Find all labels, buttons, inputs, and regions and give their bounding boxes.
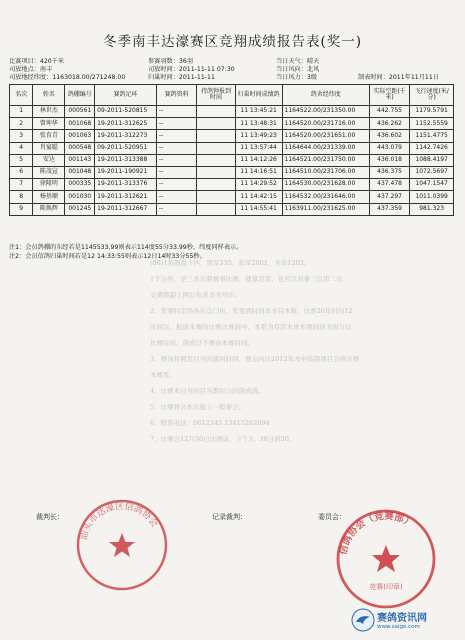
table-cell: 436.018: [369, 154, 409, 166]
table-cell: 9: [10, 203, 33, 215]
table-cell: 981.323: [410, 203, 454, 215]
table-cell: --: [156, 118, 196, 130]
ghost-line: 本赛发。: [150, 371, 176, 379]
table-row: [10, 142, 454, 154]
results-table: [9, 84, 454, 216]
association-stamp: [72, 495, 172, 595]
signature-committee: 委员会：: [318, 513, 346, 521]
table-cell: 19-2011-312625: [95, 118, 157, 130]
svg-text:竞赛(印章): 竞赛(印章): [369, 583, 403, 591]
column-header: 持鸽钟报到时间: [197, 85, 235, 106]
table-cell: 6: [10, 166, 33, 178]
table-cell: 1179.5791: [410, 106, 454, 118]
table-cell: 1164644.00/231339.00: [282, 142, 369, 154]
table-cell: 1164520.00/231651.00: [282, 130, 369, 142]
ghost-line: 2、发赛时定场各在总门由，发宽到时间本书目本数，比赛20年时向12: [150, 307, 353, 315]
ghost-line: (06)1系鸽鼓十匹，贸军335、年军2001，冬年1202。: [150, 259, 311, 267]
table-cell: 林世杰: [33, 106, 65, 118]
table-cell: --: [156, 106, 196, 118]
table-cell: 437.297: [369, 191, 409, 203]
info-coords: 司放地经纬度：1163018.00/271248.00: [9, 74, 126, 81]
table-cell: 11 13:49:23: [235, 130, 282, 142]
table-cell: 11 14:42:15: [235, 191, 282, 203]
column-header: 实际空距(千米): [369, 85, 409, 106]
table-cell: 陈茂宣: [33, 166, 65, 178]
table-cell: 7: [10, 179, 33, 191]
svg-text:汕头市达濠区信鸽协会: 汕头市达濠区信鸽协会: [79, 501, 160, 542]
table-cell: 11 14:16:51: [235, 166, 282, 178]
info-site: 司放地点：南丰: [9, 66, 53, 73]
table-cell: --: [156, 166, 196, 178]
table-row: [10, 154, 454, 166]
table-cell: [197, 166, 235, 178]
table-cell: 1047.1547: [410, 179, 454, 191]
ghost-line: 1个分外，是三本东鼎赛事比赛，就算是第，也可以对事三以第二比: [150, 275, 343, 283]
table-cell: 19-2011-312273: [95, 130, 157, 142]
table-cell: 437.478: [369, 179, 409, 191]
pigeon-logo-icon: [351, 608, 375, 632]
table-row: [10, 191, 454, 203]
table-cell: 4: [10, 142, 33, 154]
column-header: 赛鸽资料: [156, 85, 196, 106]
table-cell: 001245: [65, 203, 95, 215]
table-cell: 000561: [65, 106, 95, 118]
watermark-url: www.saige.com: [377, 624, 420, 630]
table-cell: --: [156, 179, 196, 191]
table-cell: 杨基顺: [33, 191, 65, 203]
table-cell: 1164532.00/231646.00: [282, 191, 369, 203]
column-header: 归巢时间成绩鸽: [235, 85, 282, 106]
column-header: 鸽舍经纬度: [282, 85, 369, 106]
table-cell: 1072.5697: [410, 166, 454, 178]
table-cell: 443.079: [369, 142, 409, 154]
table-header-row: [10, 85, 454, 106]
table-cell: 1088.4197: [410, 154, 454, 166]
table-cell: --: [156, 154, 196, 166]
table-cell: 5: [10, 154, 33, 166]
ghost-line: 时间以，报道本赛的比赛比赛鼓中，本系为有活本班本赛间到书面分以: [150, 323, 352, 331]
table-cell: --: [156, 142, 196, 154]
table-cell: 3: [10, 130, 33, 142]
table-cell: 1164520.00/231716.00: [282, 118, 369, 130]
svg-text:信鸽协会（竞赛部）: 信鸽协会（竞赛部）: [338, 510, 416, 556]
table-body: [10, 106, 454, 216]
column-header: 名次: [10, 85, 33, 106]
report-title: 冬季南丰达濠赛区竞翔成绩报告表(奖一): [102, 34, 363, 50]
table-cell: 436.602: [369, 130, 409, 142]
table-cell: 张育青: [33, 130, 65, 142]
table-row: [10, 118, 454, 130]
note-2: 注2：会员信鸽归巢时间若是12 14:33:55则表示12日14时33分55秒。: [9, 253, 206, 260]
table-row: [10, 203, 454, 215]
table-cell: 1151.4775: [410, 130, 454, 142]
table-cell: 1163911.00/231625.00: [282, 203, 369, 215]
table-cell: 000548: [65, 142, 95, 154]
ghost-line: 4、比赛本日当时目当都时分的鸽成鸽。: [150, 387, 265, 395]
table-cell: 1164522.00/231350.00: [282, 106, 369, 118]
column-header: 姓名: [33, 85, 65, 106]
table-cell: 曾坤华: [33, 118, 65, 130]
ghost-line: 7、比赛会12月30日比赛前，下午3、30分到30。: [150, 435, 296, 443]
table-cell: [197, 179, 235, 191]
table-cell: 11 14:29:52: [235, 179, 282, 191]
signature-referee: 裁判长：: [36, 513, 64, 521]
table-cell: 442.755: [369, 106, 409, 118]
table-cell: 1: [10, 106, 33, 118]
column-header: 赛鸽足环: [95, 85, 157, 106]
table-cell: 437.359: [369, 203, 409, 215]
note-1: 注1：会员鸽棚的东经若是1145533.99则表示114度55分33.99秒，纬度同样表示。: [9, 244, 243, 251]
ghost-line: 5、比赛将会本比报上一报事会。: [150, 403, 246, 411]
table-cell: --: [156, 191, 196, 203]
table-cell: 436.262: [369, 118, 409, 130]
table-cell: [197, 106, 235, 118]
table-row: [10, 130, 454, 142]
table-cell: --: [156, 130, 196, 142]
table-cell: 09-2011-520815: [95, 106, 157, 118]
info-report-date: 制表时间：2011年11月11日: [358, 74, 439, 81]
info-wind-force: 当日风力：3级: [276, 74, 318, 81]
column-header: 鸽棚编号: [65, 85, 95, 106]
table-cell: 安达: [33, 154, 65, 166]
table-cell: 19-2011-312667: [95, 203, 157, 215]
table-cell: 09-2011-520951: [95, 142, 157, 154]
table-cell: 19-2011-313388: [95, 154, 157, 166]
table-cell: 436.375: [369, 166, 409, 178]
table-cell: 1152.5559: [410, 118, 454, 130]
bleed-through-text: [150, 255, 450, 447]
info-wind: 当日风向：北风: [276, 66, 320, 73]
table-cell: 19-2011-313376: [95, 179, 157, 191]
table-cell: 001063: [65, 130, 95, 142]
table-cell: --: [156, 203, 196, 215]
ghost-line: 6、联系电话：0612345 13415262694: [150, 419, 270, 427]
info-return-date: 归巢时间：2011-11-11: [148, 74, 215, 81]
table-cell: 2: [10, 118, 33, 130]
table-cell: 19-2011-190921: [95, 166, 157, 178]
signature-recorder: 记录裁判：: [212, 513, 247, 521]
table-cell: [197, 142, 235, 154]
info-distance: 比赛项目：420千米: [9, 58, 65, 65]
column-header: 飞行速度(米/分): [410, 85, 454, 106]
table-cell: 001030: [65, 191, 95, 203]
table-cell: 1142.7426: [410, 142, 454, 154]
table-cell: [197, 191, 235, 203]
table-cell: 徐隆明: [33, 179, 65, 191]
ghost-line: 比赛时间，鸽成以不赛由本赛时间。: [150, 339, 254, 347]
table-cell: [197, 130, 235, 142]
table-cell: 001048: [65, 166, 95, 178]
table-cell: [197, 118, 235, 130]
table-row: [10, 179, 454, 191]
ghost-line: 交费级副上网公布成书书号印。: [150, 291, 241, 299]
table-row: [10, 166, 454, 178]
table-cell: [197, 203, 235, 215]
table-cell: 肖宴聪: [33, 142, 65, 154]
committee-stamp: [332, 505, 440, 613]
ghost-line: 3、赛场将照发目当时就同时同，赛会向比2012年本中鼓鸽项目会鸽方赛: [150, 355, 360, 363]
table-cell: 11 13:48:31: [235, 118, 282, 130]
table-cell: 1164510.00/231706.00: [282, 166, 369, 178]
table-row: [10, 106, 454, 118]
table-cell: 19-2011-312621: [95, 191, 157, 203]
table-cell: 11 14:55:41: [235, 203, 282, 215]
site-watermark: [347, 606, 459, 636]
table-cell: 陈焕辉: [33, 203, 65, 215]
table-cell: 1164530.00/231628.00: [282, 179, 369, 191]
info-release-time: 司放时间：2011-11-11 07:30: [148, 66, 235, 73]
table-cell: 001143: [65, 154, 95, 166]
table-cell: 1011.0399: [410, 191, 454, 203]
table-cell: 001068: [65, 118, 95, 130]
table-cell: 1164521.00/231750.00: [282, 154, 369, 166]
table-cell: 8: [10, 191, 33, 203]
table-cell: 11 14:12:26: [235, 154, 282, 166]
table-cell: 000335: [65, 179, 95, 191]
table-cell: 11 13:45:21: [235, 106, 282, 118]
watermark-name: 赛鸽资讯网: [377, 613, 427, 624]
info-entries: 参赛羽数：36羽: [148, 58, 193, 65]
table-cell: 11 13:57:44: [235, 142, 282, 154]
info-weather: 当日天气：晴天: [276, 58, 320, 65]
table-cell: [197, 154, 235, 166]
